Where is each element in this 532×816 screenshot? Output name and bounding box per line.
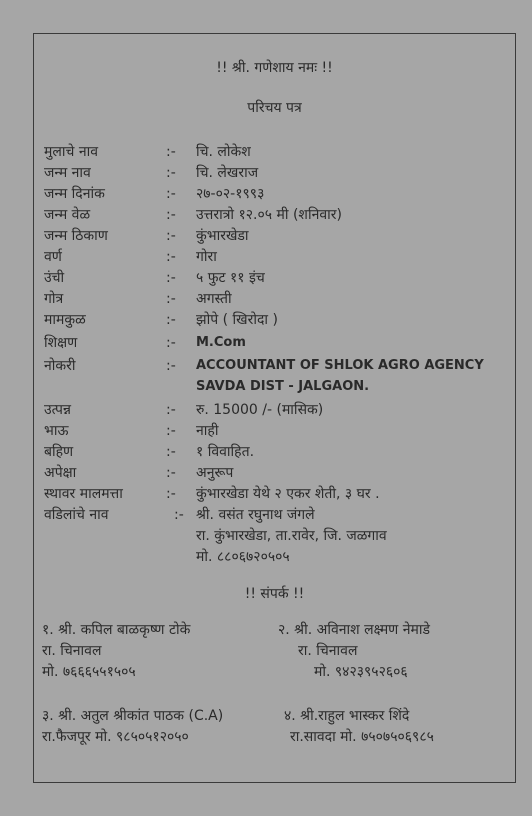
biodata-card [33, 33, 516, 783]
father-address: रा. कुंभारखेडा, ता.रावेर, जि. जळगाव [196, 528, 387, 544]
contact-4-place-phone: रा.सावदा मो. ७५०७५०६९८५ [290, 729, 434, 745]
detail-value: १ विवाहित. [196, 444, 255, 460]
invocation-text: !! श्री. गणेशाय नमः !! [216, 60, 333, 76]
detail-label: वडिलांचे नाव [44, 507, 109, 523]
contact-4-name: ४. श्री.राहुल भास्कर शिंदे [284, 708, 410, 724]
contact-3-name: ३. श्री. अतुल श्रीकांत पाठक (C.A) [42, 708, 224, 724]
detail-separator: :- [166, 486, 176, 502]
detail-separator: :- [166, 423, 176, 439]
detail-separator: :- [166, 186, 176, 202]
detail-separator: :- [166, 249, 176, 265]
detail-value: अगस्ती [196, 291, 232, 307]
contact-2-phone: मो. ९४२३९५२६०६ [314, 664, 408, 680]
contact-heading: !! संपर्क !! [244, 586, 305, 602]
detail-label: मामकुळ [44, 312, 86, 328]
detail-separator: :- [166, 358, 176, 374]
contact-1-name: १. श्री. कपिल बाळकृष्ण टोके [42, 622, 191, 638]
detail-label: जन्म वेळ [44, 207, 91, 223]
detail-value: कुंभारखेडा [196, 228, 249, 244]
detail-label: अपेक्षा [44, 465, 77, 481]
detail-separator: :- [166, 144, 176, 160]
detail-label: मुलाचे नाव [44, 144, 99, 160]
job-address: SAVDA DIST - JALGAON. [196, 379, 370, 394]
detail-label: वर्ण [44, 249, 62, 265]
contact-1-place: रा. चिनावल [42, 643, 102, 659]
detail-value: नाही [196, 423, 219, 439]
detail-separator: :- [166, 228, 176, 244]
detail-value: चि. लेखराज [196, 165, 259, 181]
detail-separator: :- [166, 291, 176, 307]
detail-label: शिक्षण [44, 335, 78, 351]
detail-label: जन्म दिनांक [44, 186, 105, 202]
detail-label: गोत्र [44, 291, 64, 307]
detail-label: भाऊ [44, 423, 69, 439]
detail-separator: :- [166, 165, 176, 181]
detail-value: रु. 15000 /- (मासिक) [196, 402, 324, 418]
document-title: परिचय पत्र [247, 100, 302, 116]
detail-label: जन्म नाव [44, 165, 91, 181]
detail-value: २७-०२-१९९३ [196, 186, 265, 202]
detail-separator: :- [174, 507, 184, 523]
detail-value: गोरा [196, 249, 217, 265]
contact-1-phone: मो. ७६६६५५१५०५ [42, 664, 136, 680]
detail-separator: :- [166, 312, 176, 328]
detail-label: बहिण [44, 444, 74, 460]
detail-separator: :- [166, 444, 176, 460]
contact-2-place: रा. चिनावल [298, 643, 358, 659]
detail-label: जन्म ठिकाण [44, 228, 108, 244]
detail-separator: :- [166, 335, 176, 351]
detail-value: कुंभारखेडा येथे २ एकर शेती, ३ घर . [196, 486, 380, 502]
contact-2-name: २. श्री. अविनाश लक्ष्मण नेमाडे [278, 622, 431, 638]
detail-separator: :- [166, 402, 176, 418]
detail-value: M.Com [196, 335, 246, 350]
detail-value: ५ फुट ११ इंच [196, 270, 265, 286]
detail-label: उत्पन्न [44, 402, 71, 418]
detail-value: श्री. वसंत रघुनाथ जंगले [196, 507, 315, 523]
detail-separator: :- [166, 207, 176, 223]
detail-separator: :- [166, 465, 176, 481]
detail-separator: :- [166, 270, 176, 286]
father-mobile: मो. ८८०६७२०५०५ [196, 549, 290, 565]
detail-value: ACCOUNTANT OF SHLOK AGRO AGENCY [196, 358, 484, 373]
detail-label: उंची [44, 270, 65, 286]
detail-value: चि. लोकेश [196, 144, 251, 160]
detail-value: अनुरूप [196, 465, 234, 481]
contact-3-place-phone: रा.फैजपूर मो. ९८५०५१२०५० [42, 729, 189, 745]
detail-label: नोकरी [44, 358, 76, 374]
detail-value: उत्तरात्रो १२.०५ मी (शनिवार) [196, 207, 342, 223]
detail-label: स्थावर मालमत्ता [44, 486, 123, 502]
detail-value: झोपे ( खिरोदा ) [196, 312, 278, 328]
